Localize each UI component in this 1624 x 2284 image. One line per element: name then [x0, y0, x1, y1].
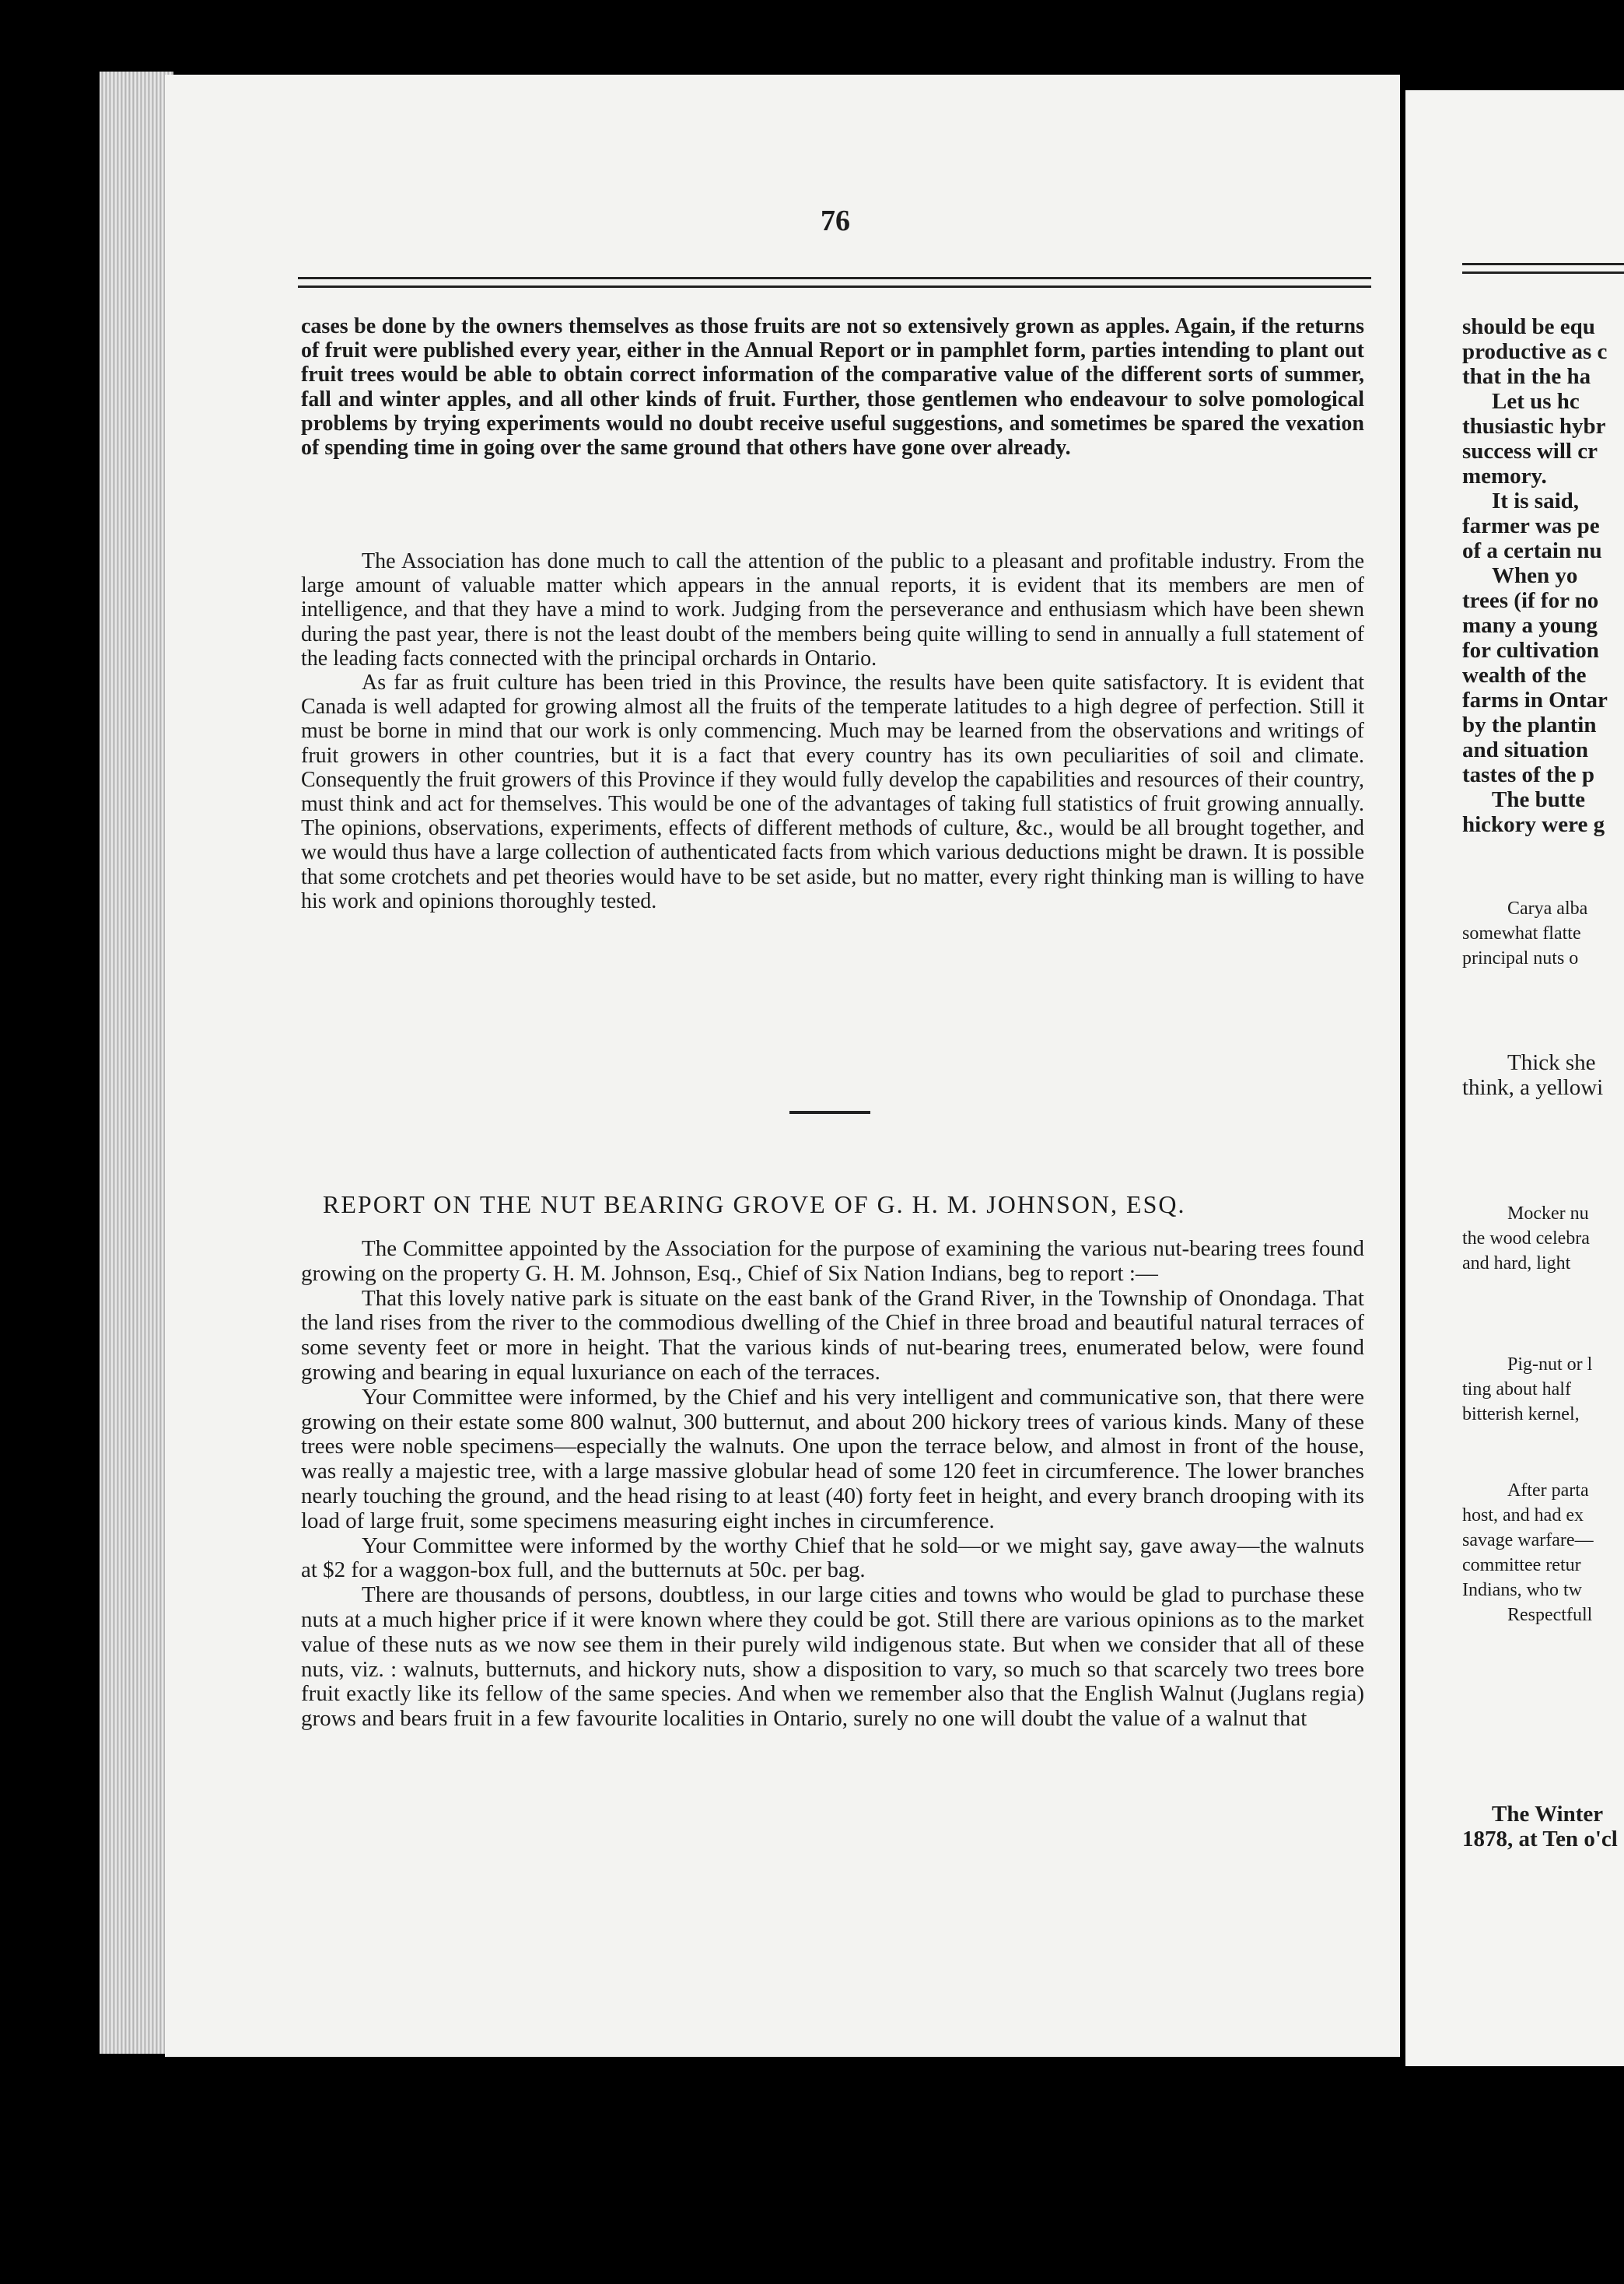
line: productive as c [1462, 339, 1608, 364]
paragraph: As far as fruit culture has been tried in this Province, the results have been quite satisfactory. It is evident that Canada is well adapted for growing almost all the fruits of the temperate latitudes to a high degree of perfection. Still it must be borne in mind that our work is only commencing. Much may be learned from the observations and writings of fruit growers in other countries, but it is a fact that every country has its own peculiarities of soil and climate. Consequently the fruit growers of this Province if they would fully develop the capabilities and resources of their country, must think and act for themselves. This would be one of the advantages of taking full statistics of fruit growing annually. The opinions, observations, experiments, effects of different methods of culture, &c., would be all brought together, and we would thus have a large collection of authenticated facts from which various deductions might be drawn. It is possible that some crotchets and pet theories would have to be set aside, but no matter, every right thinking man is willing to have his work and opinions thoroughly tested. [301, 671, 1364, 913]
line: memory. [1462, 464, 1547, 489]
line: Respectfull [1507, 1605, 1593, 1625]
right-column-block-7 [1462, 1802, 1624, 1851]
right-page-header-rule [1462, 263, 1624, 274]
line: the wood celebra [1462, 1228, 1590, 1249]
line: ting about half [1462, 1379, 1571, 1399]
paragraph: Your Committee were informed, by the Chief and his very intelligent and communicative son, that there were growing on their estate some 800 walnut, 300 butternut, and about 200 hickory trees of various kinds. Many of these trees were noble specimens—especially the walnuts. One upon the terrace below, and almost in front of the house, was really a majestic tree, with a large massive globular head of some 120 feet in circumference. The lower branches nearly touching the ground, and the head rising to at least (40) forty feet in height, and every branch drooping with its load of large fruit, some specimens measuring eight inches in circumference. [301, 1384, 1364, 1533]
line: bitterish kernel, [1462, 1404, 1580, 1424]
line: The butte [1492, 787, 1586, 812]
line: by the plantin [1462, 713, 1597, 737]
line: Indians, who tw [1462, 1580, 1582, 1600]
paragraph: There are thousands of persons, doubtless, in our large cities and towns who would be glad to purchase these nuts at a much higher price if it were known where they could be got. Still there are various opinions as to the market value of these nuts as we now see them in their purely wild indigenous state. But when we consider that all of these nuts, viz. : walnuts, butternuts, and hickory nuts, show a disposition to vary, so much so that scarcely two trees bore fruit exactly like its fellow of the same species. And when we remember also that the English Walnut (Juglans regia) grows and bears fruit in a few favourite localities in Ontario, surely no one will doubt the value of a walnut that [301, 1582, 1364, 1732]
line: thusiastic hybr [1462, 414, 1606, 439]
line: trees (if for no [1462, 588, 1599, 613]
association-paragraphs [301, 549, 1364, 913]
line: principal nuts o [1462, 948, 1579, 969]
line: farms in Ontar [1462, 688, 1608, 713]
line: savage warfare— [1462, 1530, 1594, 1550]
line: committee retur [1462, 1555, 1581, 1575]
section-divider [789, 1111, 870, 1114]
line: Pig-nut or l [1507, 1354, 1593, 1375]
line: Thick she [1507, 1050, 1596, 1075]
paragraph: That this lovely native park is situate on the east bank of the Grand River, in the Township of Onondaga. That the land rises from the river to the commodious dwelling of the Chief in three broad and beautiful natural terraces of some seventy feet or more in height. That the various kinds of nut-bearing trees, enumerated below, were found growing and bearing in equal luxuriance on each of the terraces. [301, 1285, 1364, 1385]
line: tastes of the p [1462, 762, 1594, 787]
line: When yo [1492, 563, 1578, 588]
right-column-block-6 [1462, 1478, 1624, 1627]
line: and hard, light [1462, 1253, 1571, 1273]
paragraph: cases be done by the owners themselves as those fruits are not so extensively grown as apples. Again, if the returns of fruit were published every year, either in the Annual Report or in pamphlet form, parties intending to plant out fruit trees would be able to obtain correct information of the comparative value of the different sorts of summer, fall and winter apples, and all other kinds of fruit. Further, those gentlemen who endeavour to solve pomological problems by trying experiments would no doubt receive useful suggestions, and sometimes be spared the vexation of spending time in going over the same ground that others have gone over already. [301, 314, 1364, 461]
right-column-block-5 [1462, 1352, 1624, 1427]
line: of a certain nu [1462, 538, 1602, 563]
line: 1878, at Ten o'cl [1462, 1827, 1618, 1851]
line: think, a yellowi [1462, 1075, 1604, 1100]
line: hickory were g [1462, 812, 1605, 837]
paragraph: Your Committee were informed by the worthy Chief that he sold—or we might say, gave away—the walnuts at $2 for a waggon-box full, and the butternuts at 50c. per bag. [301, 1533, 1364, 1583]
header-double-rule [298, 277, 1371, 288]
line: many a young [1462, 613, 1598, 638]
right-column-block-1 [1462, 314, 1624, 837]
right-column-block-4 [1462, 1201, 1624, 1276]
line: host, and had ex [1462, 1505, 1584, 1526]
paragraph: The Association has done much to call the attention of the public to a pleasant and profitable industry. From the large amount of valuable matter which appears in the annual reports, it is evident that its members are men of intelligence, and that they have a mind to work. Judging from the perseverance and enthusiasm which have been shewn during the past year, there is not the least doubt of the members being quite willing to send in annually a full statement of the leading facts connected with the principal orchards in Ontario. [301, 549, 1364, 671]
paragraph: The Committee appointed by the Association for the purpose of examining the various nut-bearing trees found growing on the property G. H. M. Johnson, Esq., Chief of Six Nation Indians, beg to report :— [301, 1236, 1364, 1286]
line: should be equ [1462, 314, 1595, 339]
line: that in the ha [1462, 364, 1591, 389]
line: The Winter [1492, 1802, 1604, 1827]
line: It is said, [1492, 489, 1580, 513]
line: Let us hc [1492, 389, 1580, 414]
line: and situation [1462, 737, 1588, 762]
line: After parta [1507, 1480, 1589, 1501]
line: farmer was pe [1462, 513, 1600, 538]
report-body [301, 1237, 1364, 1732]
right-column-block-2 [1462, 896, 1624, 971]
opening-paragraph-block [301, 314, 1364, 460]
line: wealth of the [1462, 663, 1587, 688]
line: somewhat flatte [1462, 923, 1581, 944]
line: success will cr [1462, 439, 1598, 464]
line: Carya alba [1507, 899, 1588, 919]
book-spine-edge [100, 72, 173, 2054]
report-heading: REPORT ON THE NUT BEARING GROVE OF G. H. M. JOHNSON, ESQ. [323, 1190, 1186, 1218]
page-number: 76 [821, 205, 850, 237]
line: Mocker nu [1507, 1203, 1589, 1224]
right-column-block-3 [1462, 1050, 1624, 1100]
line: for cultivation [1462, 638, 1599, 663]
